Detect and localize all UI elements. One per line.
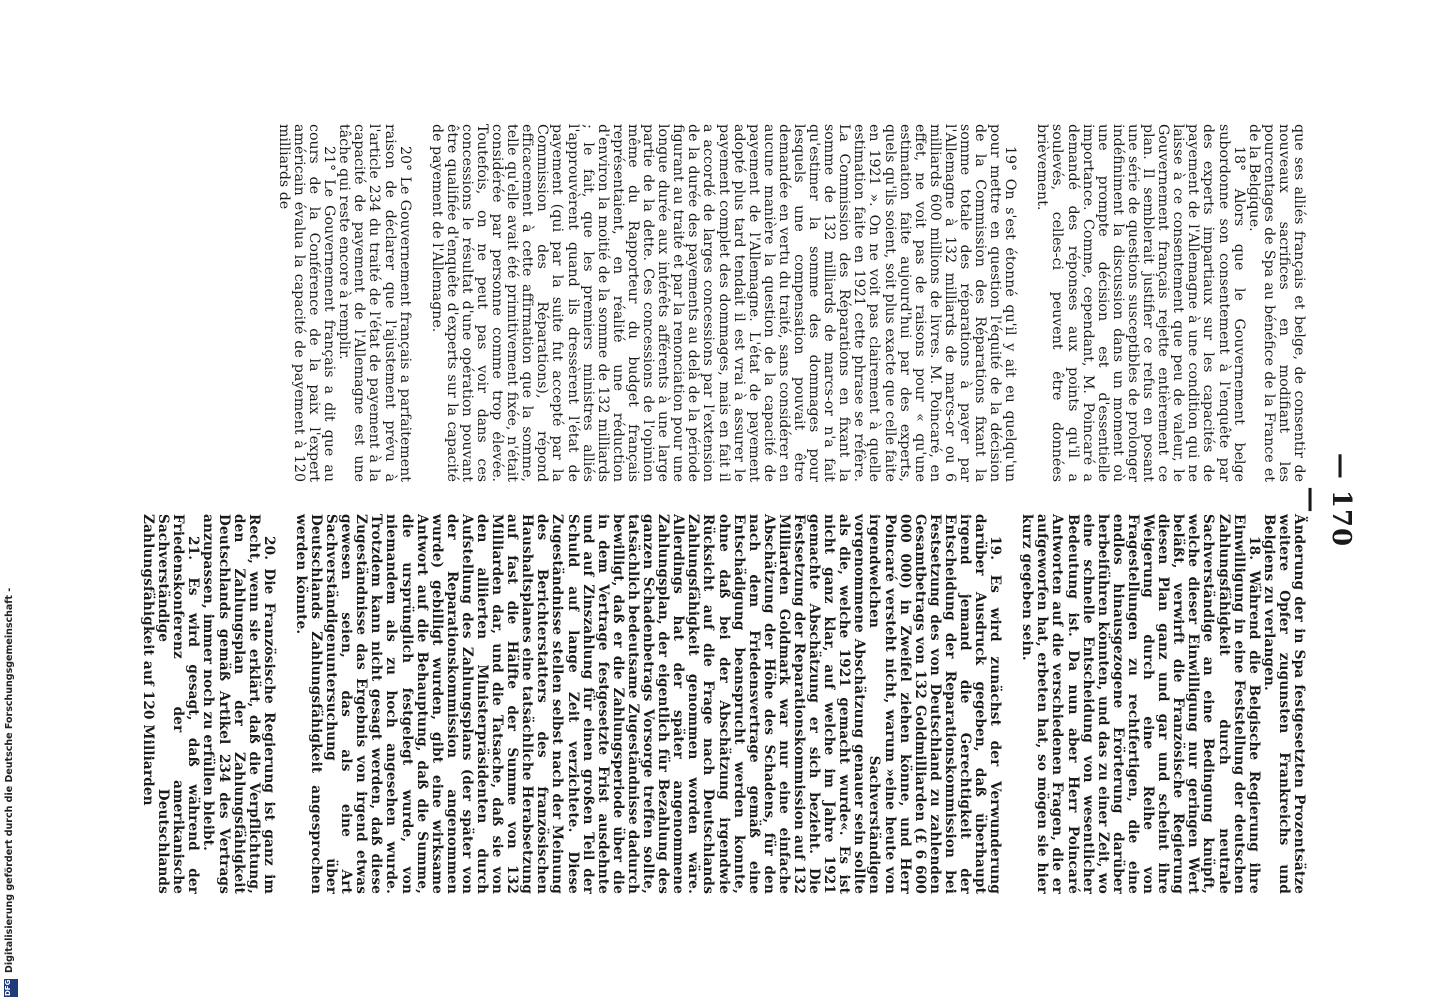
german-paragraph: 19. Es wird zunächst der Verwunderung darüber Ausdruck gegeben, daß überhaupt irgend jemand die Gerechtigkeit der Entscheidung der Reparationskommission bei Festsetzung des von Deutschland zu zahlenden Gesamtbetrags von 132 Goldmilliarden (£ 6 600 000 000) in Zweifel ziehen könne, und Herr Poincaré versteht nicht, warum »eine heute von irgendwelchen Sachverständigen vorgenommene Abschätzung genauer sein sollte als die, welche 1921 gemacht wurde«. Es ist nicht ganz klar, auf welche im Jahre 1921 gemachte Abschätzung er sich bezieht. Die Festsetzung der Reparationskommission auf 132 Milliarden Goldmark war nur eine einfache Abschätzung der Höhe des Schadens, für den nach dem Friedensvertrage gemäß eine Entschädigung beansprucht werden konnte, ohne daß bei der Abschätzung irgendwie Rücksicht auf die Frage nach Deutschlands Zahlungsfähigkeit genommen worden wäre. Allerdings hat der später angenommene Zahlungsplan, der eigentlich für Bezahlung des ganzen Schadenbetrags Vorsorge treffen sollte, tatsächlich bedeutsame Zugeständnisse dadurch bewilligt, daß er die Zahlungsperiode über die in dem Vertrage festgesetzte Frist ausdehnte und auf Zinszahlung für einen großen Teil der Schuld auf lange Zeit verzichtete. Diese Zugeständnisse stellen selbst nach der Meinung des Berichterstatters des französischen Haushaltsplanes eine tatsächliche Herabsetzung auf fast die Hälfte der Summe von 132 Milliarden dar, und die Tatsache, daß sie von den alliierten Ministerpräsidenten durch Aufstellung des Zahlungsplans (der später von der Reparationskommission angenommen wurde) gebilligt wurden, gibt eine wirksame Antwort auf die Behauptung, daß die Summe, die ursprünglich festgelegt wurde, von niemandem als zu hoch angesehen wurde. Trotzdem kann nicht gesagt werden, daß diese Zugeständnisse das Ergebnis von irgend etwas gewesen seien, das als eine Art Sachverständigenuntersuchung über Deutschlands Zahlungsfähigkeit angesprochen werden könnte. bbox=[292, 514, 1004, 894]
german-paragraph: Änderung der in Spa festgesetzten Prozentsätze weitere Opfer zugunsten Frankreichs und Belgiens zu verlangen. bbox=[1260, 514, 1307, 894]
french-paragraph: 20° Le Gouvernement français a parfaitement raison de déclarer que l'ajustement prévu à l'article 234 du traité de l'état de payement à la capacité de payement de l'Allemagne est une tâche qui reste encore à remplir. bbox=[336, 124, 413, 482]
french-column bbox=[276, 124, 1306, 482]
german-column bbox=[140, 514, 1306, 894]
french-paragraph: que ses alliés français et belge, de consentir de nouveaux sacrifices en modifiant les pourcentages de Spa au bénéfice de la France et de la Belgique. bbox=[1245, 124, 1307, 482]
german-paragraph: 20. Die Französische Regierung ist ganz im Recht, wenn sie erklärt, daß die Verpflichtung, den Zahlungsplan der Zahlungsfähigkeit Deutschlands gemäß Artikel 234 des Vertrags anzupassen, immer noch zu erfüllen bleibt. bbox=[200, 514, 277, 894]
french-paragraph: 19° On s'est étonné qu'il y ait eu quelqu'un pour mettre en question l'équité de la décision de la Commission des Réparations fixant la somme totale des réparations à payer par l'Allemagne à 132 milliards de marcs-or ou 6 milliards 600 millions de livres. M. Poincaré, en effet, ne voit pas de raisons pour « qu'une estimation faite aujourd'hui par des experts, quels qu'ils soient, soit plus exacte que celle faite en 1921 ». On ne voit pas clairement à quelle estimation faite en 1921 cette phrase se réfère. La Commission des Réparations en fixant la somme de 132 milliards de marcs-or n'a fait qu'estimer la somme des dommages pour lesquels une compensation pouvait être demandée en vertu du traité, sans considérer en aucune manière la question de la capacité de payement de l'Allemagne. L'état de payement adopté plus tard tendait il est vrai à assurer le payement complet des dommages, mais en fait il a accordé de larges concessions par l'extension de la durée des payements au delà de la période figurant au traité et par la renonciation pour une longue durée aux intérêts afférents à une large partie de la dette. Ces concessions de l'opinion même du Rapporteur du budget français représentaient, en réalité une réduction d'environ la moitié de la somme de 132 milliards ; le fait, que les premiers ministres alliés l'approuvèrent quand ils dressèrent l'état de payement (qui par la suite fut accepté par la Commission des Réparations), répond efficacement à cette affirmation que la somme, telle qu'elle avait été primitivement fixée, n'était considérée par personne comme trop élevée. Toutefois, on ne peut pas voir dans ces concessions le résultat d'une opération pouvant être qualifiée d'enquête d'experts sur la capacité de payement de l'Allemagne. bbox=[428, 124, 1019, 482]
credit-text: Digitalisierung gefördert durch die Deutsche Forschungsgemeinschaft - bbox=[4, 587, 15, 973]
dfg-logo-text: DFG bbox=[4, 979, 12, 997]
dfg-logo bbox=[4, 979, 18, 997]
german-paragraph: 21. Es wird gesagt, daß während der Friedenskonferenz der amerikanische Sachverständige Deutschlands Zahlungsfähigkeit auf 120 Milliarden bbox=[140, 514, 202, 894]
french-paragraph: 21° Le Gouvernement français a dit que au cours de la Conférence de la paix l'expert américain évalua la capacité de payement à 120 milliards de bbox=[275, 124, 338, 482]
french-paragraph: 18° Alors que le Gouvernement belge subordonne son consentement à l'enquête par des experts impartiaux sur les capacités de payement de l'Allemagne à une condition qui ne laisse à ce consentement que peu de valeur, le Gouvernement français rejette entièrement ce plan. Il semblerait justifier ce refus en posant une série de questions susceptibles de prolonger indéfiniment la discussion dans un moment où une prompte décision est d'essentielle importance. Comme, cependant, M. Poincaré a demandé des réponses aux points qu'il a soulevés, celles-ci peuvent être données brièvement. bbox=[1034, 124, 1247, 482]
page-number: — 170 — bbox=[1296, 452, 1356, 548]
german-paragraph: 18. Während die Belgische Regierung ihre Einwilligung in eine Feststellung der deutschen Zahlungsfähigkeit durch neutrale Sachverständige an eine Bedingung knüpft, welche dieser Einwilligung nur geringen Wert beläßt, verwirft die Französische Regierung diesen Plan ganz und gar und scheint ihre Weigerung durch eine Reihe von Fragestellungen zu rechtfertigen, die eine endlos hinausgezogene Erörterung darüber herbeiführen könnten, und das zu einer Zeit, wo eine schnelle Entscheidung von wesentlicher Bedeutung ist. Da nun aber Herr Poincaré Antworten auf die verschiedenen Fragen, die er aufgeworfen hat, erbeten hat, so mögen sie hier kurz gegeben sein. bbox=[1019, 514, 1262, 894]
digitization-credit bbox=[4, 587, 18, 998]
